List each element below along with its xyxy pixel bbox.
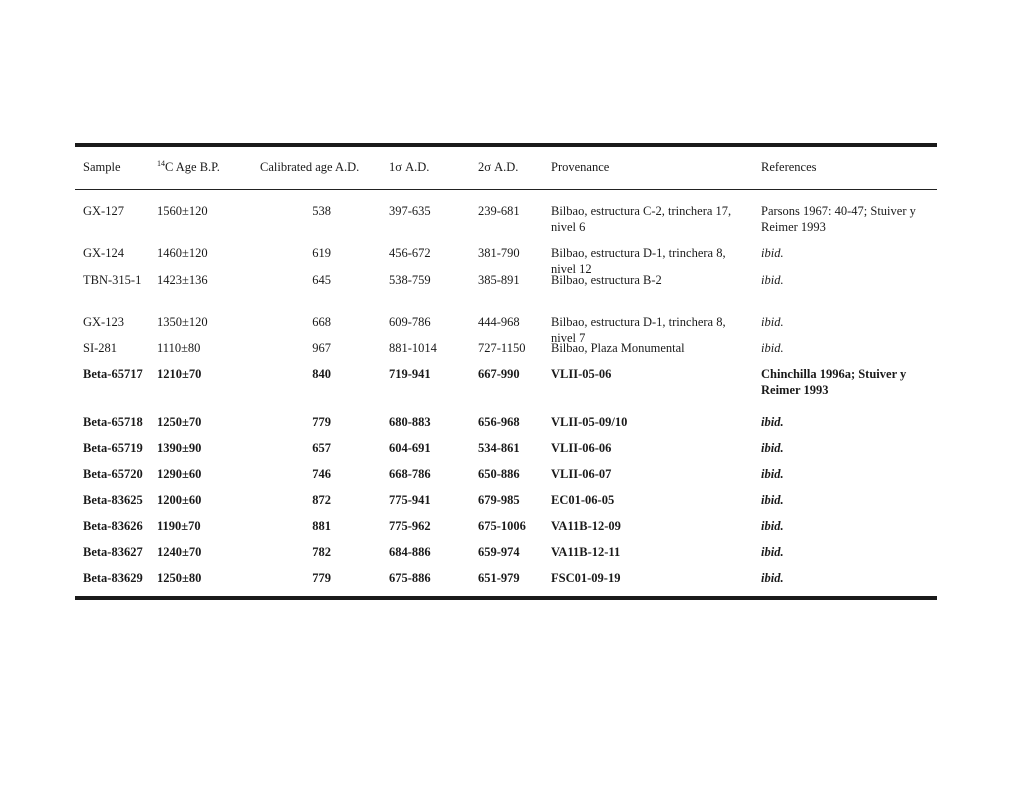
table-row (75, 272, 937, 314)
cell-1-sigma: 609-786 (389, 315, 431, 329)
cell-2-sigma: 727-1150 (478, 341, 526, 355)
cell-2-sigma: 239-681 (478, 204, 520, 218)
cell-c14-age: 1290±60 (157, 467, 202, 481)
cell-calibrated-age: 538 (312, 204, 331, 218)
cell-provenance: Bilbao, estructura C-2, trinchera 17, nivel 6 (551, 204, 732, 234)
cell-1-sigma: 397-635 (389, 204, 431, 218)
radiocarbon-table (75, 143, 937, 600)
cell-1-sigma: 719-941 (389, 367, 431, 381)
header-calibrated-age: Calibrated age A.D. (260, 160, 360, 174)
cell-1-sigma: 538-759 (389, 273, 431, 287)
table-row (75, 570, 937, 596)
cell-references: ibid. (761, 341, 784, 355)
cell-sample: GX-123 (83, 315, 124, 329)
cell-calibrated-age: 872 (312, 493, 331, 507)
table-row (75, 245, 937, 276)
header-2-sigma: 2σ A.D. (478, 160, 519, 174)
cell-1-sigma: 675-886 (389, 571, 431, 585)
table-header-row (75, 147, 937, 189)
cell-provenance: VLII-05-06 (551, 367, 612, 381)
cell-2-sigma: 675-1006 (478, 519, 526, 533)
cell-calibrated-age: 782 (312, 545, 331, 559)
cell-references: ibid. (761, 273, 784, 287)
cell-sample: Beta-83625 (83, 493, 143, 507)
cell-1-sigma: 604-691 (389, 441, 431, 455)
cell-2-sigma: 385-891 (478, 273, 520, 287)
cell-provenance: VLII-06-07 (551, 467, 612, 481)
cell-1-sigma: 775-962 (389, 519, 431, 533)
cell-provenance: VA11B-12-09 (551, 519, 621, 533)
cell-2-sigma: 659-974 (478, 545, 520, 559)
cell-c14-age: 1250±70 (157, 415, 202, 429)
cell-sample: SI-281 (83, 341, 118, 355)
cell-references: ibid. (761, 415, 784, 429)
cell-c14-age: 1110±80 (157, 341, 201, 355)
header-c14-age-label: C Age B.P. (165, 160, 220, 174)
table-row (75, 440, 937, 466)
cell-2-sigma: 381-790 (478, 246, 520, 260)
cell-1-sigma: 456-672 (389, 246, 431, 260)
cell-calibrated-age: 840 (312, 367, 331, 381)
cell-sample: GX-127 (83, 204, 124, 218)
cell-2-sigma: 444-968 (478, 315, 520, 329)
cell-references: ibid. (761, 246, 784, 260)
cell-provenance: Bilbao, estructura D-1, trinchera 8, nivel 12 (551, 246, 726, 276)
table-body (75, 190, 937, 596)
cell-provenance: EC01-06-05 (551, 493, 615, 507)
cell-calibrated-age: 779 (312, 415, 331, 429)
cell-calibrated-age: 967 (312, 341, 331, 355)
cell-c14-age: 1350±120 (157, 315, 208, 329)
header-references: References (761, 160, 817, 174)
cell-sample: Beta-83627 (83, 545, 143, 559)
cell-2-sigma: 534-861 (478, 441, 520, 455)
cell-sample: Beta-65720 (83, 467, 143, 481)
table-bottom-rule (75, 596, 937, 600)
header-provenance: Provenance (551, 160, 610, 174)
cell-references: ibid. (761, 519, 784, 533)
cell-2-sigma: 651-979 (478, 571, 520, 585)
cell-c14-age: 1200±60 (157, 493, 202, 507)
cell-provenance: VLII-05-09/10 (551, 415, 628, 429)
cell-1-sigma: 680-883 (389, 415, 431, 429)
cell-provenance: Bilbao, estructura B-2 (551, 273, 662, 287)
table-row (75, 544, 937, 570)
table-row (75, 414, 937, 440)
cell-calibrated-age: 881 (312, 519, 331, 533)
cell-sample: GX-124 (83, 246, 124, 260)
cell-provenance: Bilbao, estructura D-1, trinchera 8, nivel 7 (551, 315, 726, 345)
cell-2-sigma: 650-886 (478, 467, 520, 481)
cell-calibrated-age: 619 (312, 246, 331, 260)
cell-c14-age: 1423±136 (157, 273, 208, 287)
cell-c14-age: 1190±70 (157, 519, 201, 533)
cell-references: ibid. (761, 545, 784, 559)
cell-c14-age: 1560±120 (157, 204, 208, 218)
cell-calibrated-age: 657 (312, 441, 331, 455)
cell-references: Chinchilla 1996a; Stuiver y Reimer 1993 (761, 367, 907, 397)
cell-references: Parsons 1967: 40-47; Stuiver y Reimer 1993 (761, 204, 916, 234)
table-row (75, 518, 937, 544)
table-row (75, 203, 937, 245)
cell-provenance: VLII-06-06 (551, 441, 612, 455)
cell-c14-age: 1390±90 (157, 441, 202, 455)
cell-sample: Beta-83626 (83, 519, 143, 533)
header-c14-superscript: 14 (157, 158, 165, 168)
table-row (75, 340, 937, 366)
table-row (75, 366, 937, 414)
cell-sample: Beta-83629 (83, 571, 143, 585)
cell-calibrated-age: 668 (312, 315, 331, 329)
cell-calibrated-age: 746 (312, 467, 331, 481)
cell-provenance: VA11B-12-11 (551, 545, 621, 559)
cell-references: ibid. (761, 467, 784, 481)
cell-provenance: FSC01-09-19 (551, 571, 621, 585)
cell-sample: TBN-315-1 (83, 273, 142, 287)
cell-sample: Beta-65717 (83, 367, 143, 381)
cell-calibrated-age: 779 (312, 571, 331, 585)
header-c14-age (157, 159, 220, 175)
cell-references: ibid. (761, 441, 784, 455)
table-body-spacer (75, 190, 937, 203)
cell-2-sigma: 667-990 (478, 367, 520, 381)
cell-sample: Beta-65718 (83, 415, 143, 429)
cell-1-sigma: 668-786 (389, 467, 431, 481)
cell-references: ibid. (761, 315, 784, 329)
cell-2-sigma: 656-968 (478, 415, 520, 429)
table-row (75, 314, 937, 345)
cell-references: ibid. (761, 493, 784, 507)
table-row (75, 492, 937, 518)
header-sample: Sample (83, 160, 121, 174)
table-row (75, 466, 937, 492)
cell-1-sigma: 881-1014 (389, 341, 437, 355)
cell-calibrated-age: 645 (312, 273, 331, 287)
cell-references: ibid. (761, 571, 784, 585)
cell-sample: Beta-65719 (83, 441, 143, 455)
cell-c14-age: 1240±70 (157, 545, 202, 559)
cell-c14-age: 1460±120 (157, 246, 208, 260)
cell-c14-age: 1210±70 (157, 367, 202, 381)
cell-provenance: Bilbao, Plaza Monumental (551, 341, 685, 355)
header-1-sigma: 1σ A.D. (389, 160, 430, 174)
cell-2-sigma: 679-985 (478, 493, 520, 507)
cell-1-sigma: 775-941 (389, 493, 431, 507)
cell-1-sigma: 684-886 (389, 545, 431, 559)
cell-c14-age: 1250±80 (157, 571, 202, 585)
